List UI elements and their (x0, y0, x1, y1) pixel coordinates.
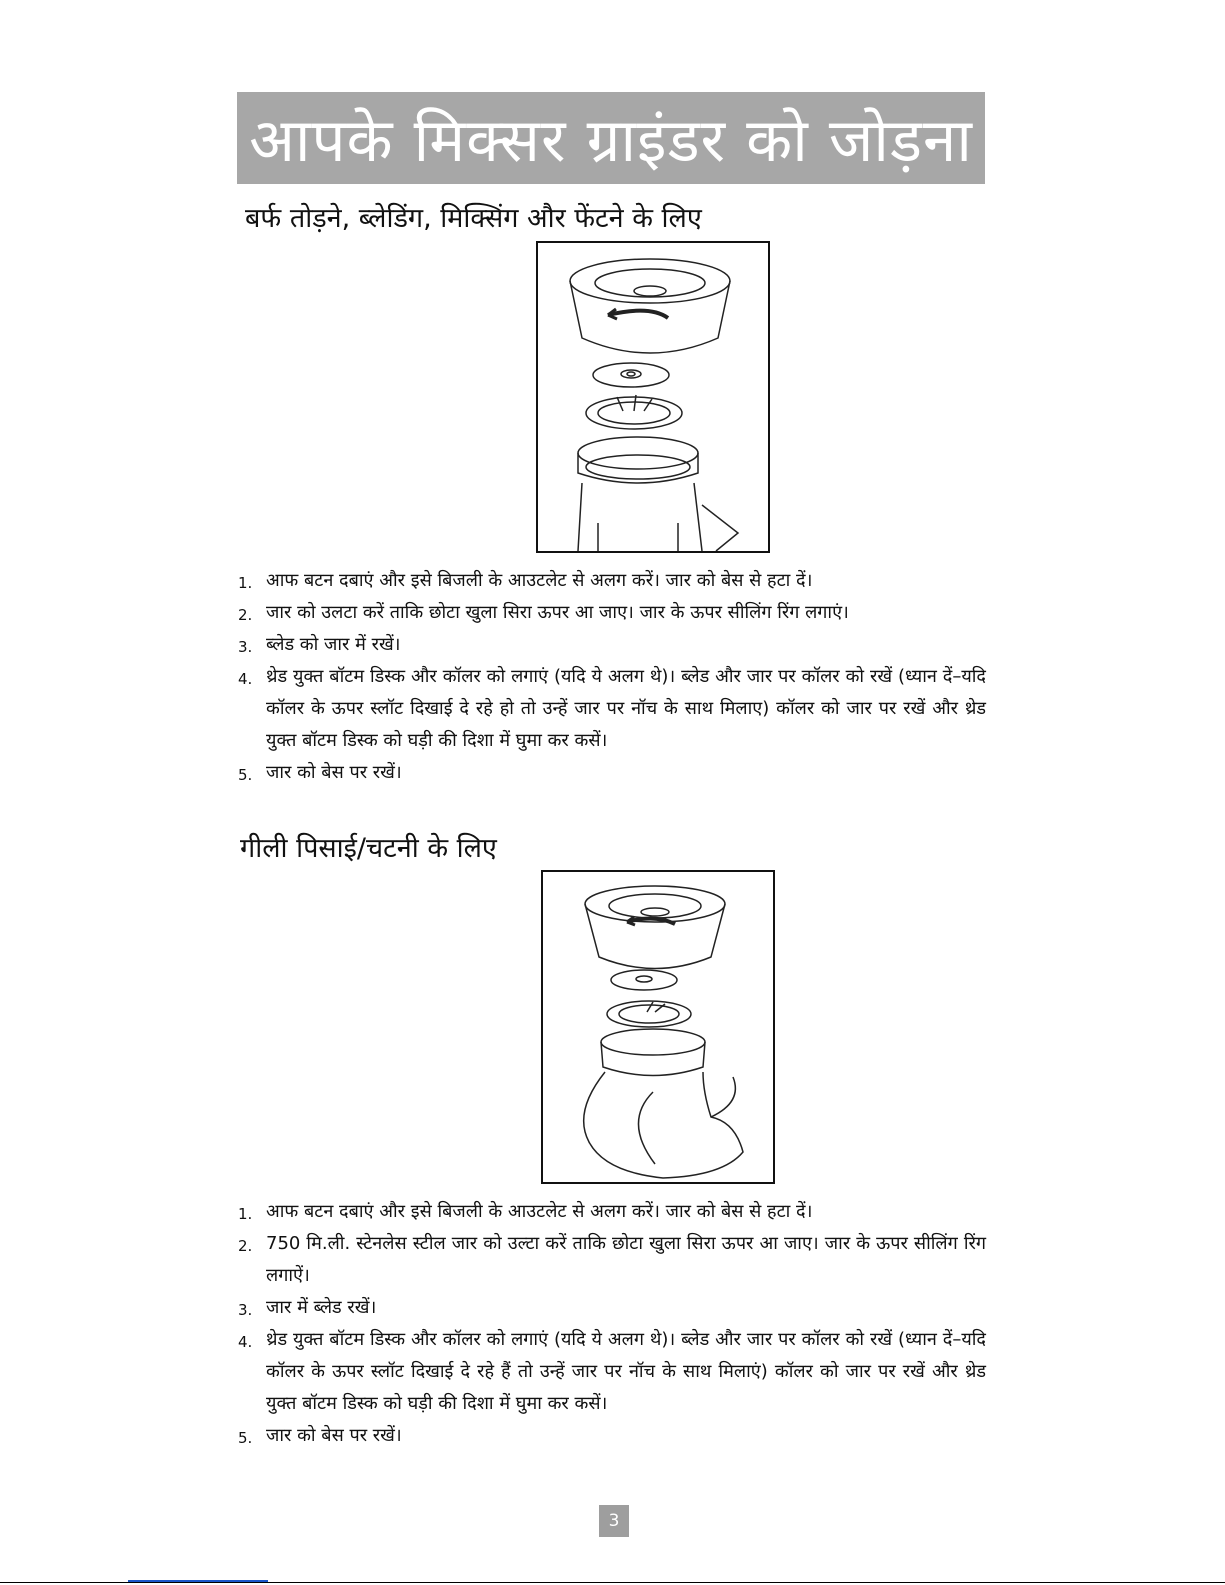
list-item (238, 1292, 986, 1324)
list-item (238, 597, 986, 629)
step-number: 3. (238, 638, 253, 656)
step-number: 3. (238, 1301, 253, 1319)
blender-jar-assembly-drawing (538, 243, 768, 551)
step-number: 4. (238, 1333, 253, 1351)
step-text: ब्लेड को जार में रखें। (266, 634, 401, 655)
step-text: 750 मि.ली. स्टेनलेस स्टील जार को उल्टा करें ताकि छोटा खुला सिरा ऊपर आ जाए। जार के ऊपर सीलिंग रिंग लगाऐं। (266, 1233, 986, 1286)
footer-link-underline (128, 1580, 268, 1582)
step-text: थ्रेड युक्त बॉटम डिस्क और कॉलर को लगाएं (यदि ये अलग थे)। ब्लेड और जार पर कॉलर को रखें (ध्यान दें–यदि कॉलर के ऊपर स्लॉट दिखाई दे रहे हो तो उन्हें जार पर नॉच के साथ मिलाए) कॉलर को जार पर रखें और थ्रेड युक्त बॉटम डिस्क को घड़ी की दिशा में घुमा कर कसें। (266, 666, 986, 751)
section2-steps (238, 1196, 986, 1452)
list-item (238, 1420, 986, 1452)
step-number: 2. (238, 1237, 253, 1255)
step-text: आफ बटन दबाएं और इसे बिजली के आउटलेट से अलग करें। जार को बेस से हटा दें। (266, 1201, 813, 1222)
list-item (238, 565, 986, 597)
section2-assembly-illustration (541, 870, 775, 1184)
step-text: आफ बटन दबाएं और इसे बिजली के आउटलेट से अलग करें। जार को बेस से हटा दें। (266, 570, 813, 591)
chutney-jar-assembly-drawing (543, 872, 773, 1182)
section1-title: बर्फ तोड़ने, ब्लेडिंग, मिक्सिंग और फेंटने के लिए (245, 203, 702, 234)
step-number: 2. (238, 606, 253, 624)
step-number: 4. (238, 670, 253, 688)
step-text: जार को बेस पर रखें। (266, 762, 402, 783)
list-item (238, 1228, 986, 1292)
step-text: थ्रेड युक्त बॉटम डिस्क और कॉलर को लगाएं (यदि ये अलग थे)। ब्लेड और जार पर कॉलर को रखें (ध्यान दें–यदि कॉलर के ऊपर स्लॉट दिखाई दे रहे हैं तो उन्हें जार पर नॉच के साथ मिलाएं) कॉलर को जार पर रखें और थ्रेड युक्त बॉटम डिस्क को घड़ी की दिशा में घुमा कर कसें। (266, 1329, 986, 1414)
step-number: 1. (238, 1205, 253, 1223)
page-number: 3 (599, 1505, 629, 1537)
section1-assembly-illustration (536, 241, 770, 553)
page-title: आपके मिक्सर ग्राइंडर को जोड़ना (249, 106, 973, 176)
step-text: जार को उलटा करें ताकि छोटा खुला सिरा ऊपर आ जाए। जार के ऊपर सीलिंग रिंग लगाएं। (266, 602, 849, 623)
list-item (238, 1196, 986, 1228)
step-number: 5. (238, 766, 253, 784)
list-item (238, 661, 986, 757)
section2-title: गीली पिसाई/चटनी के लिए (240, 833, 497, 864)
section1-steps (238, 565, 986, 789)
list-item (238, 757, 986, 789)
step-text: जार में ब्लेड रखें। (266, 1297, 377, 1318)
step-number: 5. (238, 1429, 253, 1447)
step-text: जार को बेस पर रखें। (266, 1425, 402, 1446)
step-number: 1. (238, 574, 253, 592)
footer-divider (0, 1582, 1225, 1583)
list-item (238, 629, 986, 661)
list-item (238, 1324, 986, 1420)
title-banner (237, 92, 985, 184)
